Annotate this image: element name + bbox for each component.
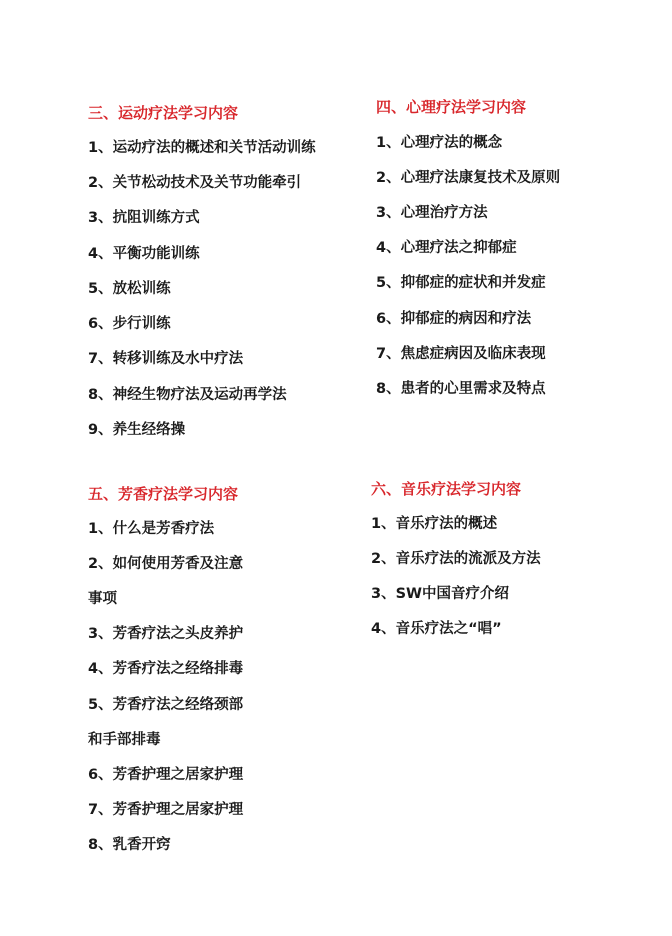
list-item: 3、心理治疗方法 [376, 205, 488, 221]
section-title: 四、心理疗法学习内容 [376, 98, 527, 116]
list-item: 8、乳香开窍 [88, 837, 171, 853]
list-item: 1、音乐疗法的概述 [371, 516, 498, 532]
list-item: 5、抑郁症的症状和并发症 [376, 275, 546, 291]
section-exercise-therapy [88, 103, 316, 438]
list-item: 6、抑郁症的病因和疗法 [376, 311, 532, 327]
list-item: 事项 [88, 591, 117, 607]
list-item: 7、焦虑症病因及临床表现 [376, 346, 546, 362]
list-item: 7、转移训练及水中疗法 [88, 351, 244, 367]
list-item: 7、芳香护理之居家护理 [88, 802, 244, 818]
list-item: 4、音乐疗法之“唱” [371, 621, 502, 637]
list-item: 6、步行训练 [88, 316, 171, 332]
section-title: 六、音乐疗法学习内容 [371, 480, 522, 498]
list-item: 1、心理疗法的概念 [376, 135, 503, 151]
list-item: 9、养生经络操 [88, 422, 186, 438]
section-music-therapy [371, 479, 541, 637]
list-item: 2、音乐疗法的流派及方法 [371, 551, 541, 567]
list-item: 2、心理疗法康复技术及原则 [376, 170, 561, 186]
list-item: 4、芳香疗法之经络排毒 [88, 661, 244, 677]
list-item: 8、患者的心里需求及特点 [376, 381, 546, 397]
section-psychotherapy [376, 97, 561, 397]
list-item: 3、抗阻训练方式 [88, 210, 200, 226]
list-item: 2、关节松动技术及关节功能牵引 [88, 175, 302, 191]
list-item: 3、SW中国音疗介绍 [371, 586, 510, 602]
section-aromatherapy [88, 484, 244, 853]
list-item: 8、神经生物疗法及运动再学法 [88, 387, 287, 403]
section-title: 三、运动疗法学习内容 [88, 104, 239, 122]
list-item: 6、芳香护理之居家护理 [88, 767, 244, 783]
list-item: 3、芳香疗法之头皮养护 [88, 626, 244, 642]
section-title: 五、芳香疗法学习内容 [88, 485, 239, 503]
list-item: 5、放松训练 [88, 281, 171, 297]
list-item: 1、运动疗法的概述和关节活动训练 [88, 140, 316, 156]
list-item: 4、平衡功能训练 [88, 246, 200, 262]
list-item: 和手部排毒 [88, 732, 161, 748]
list-item: 1、什么是芳香疗法 [88, 521, 215, 537]
list-item: 4、心理疗法之抑郁症 [376, 240, 517, 256]
list-item: 5、芳香疗法之经络颈部 [88, 697, 244, 713]
list-item: 2、如何使用芳香及注意 [88, 556, 244, 572]
